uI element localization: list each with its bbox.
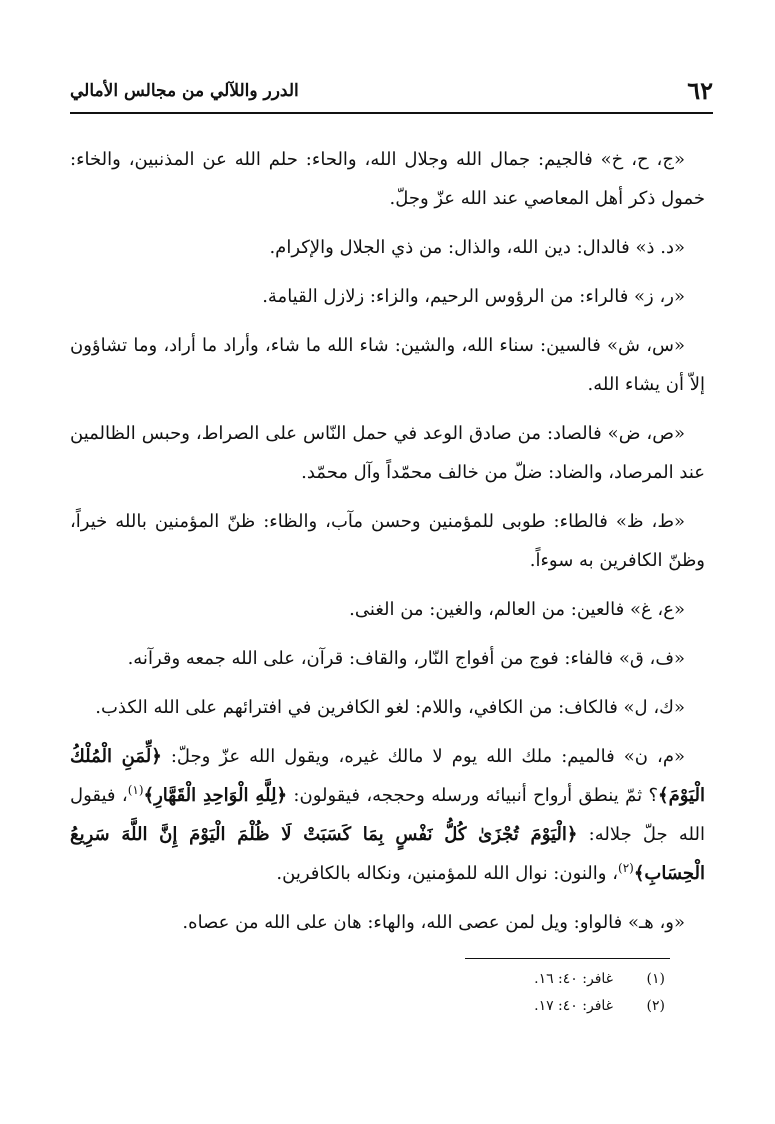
running-title: الدرر واللآلي من مجالس الأمالي xyxy=(70,81,299,101)
body-text xyxy=(70,140,705,952)
paragraph-ra: «ر، ز» فالراء: من الرؤوس الرحيم، والزاء: زلازل القيامة. xyxy=(262,286,685,307)
footnote-text: غافر: ٤٠: ١٧. xyxy=(534,998,613,1014)
paragraph-jim: «ج، ح، خ» فالجيم: جمال الله وجلال الله، والحاء: حلم الله عن المذنبين، والخاء: خمول ذكر أهل المعاصي عند الله عزّ وجلّ. xyxy=(70,149,705,209)
footnote-number: (١) xyxy=(646,971,665,987)
quran-verse-1: ﴿لِّمَنِ الْمُلْكُ الْيَوْمَ﴾ xyxy=(70,746,705,806)
paragraph-fa: «ف، ق» فالفاء: فوج من أفواج النّار، والقاف: قرآن، على الله جمعه وقرآنه. xyxy=(127,648,685,669)
quran-verse-2: ﴿لِلَّهِ الْوَاحِدِ الْقَهَّارِ﴾ xyxy=(143,785,288,806)
footnotes xyxy=(100,966,665,1020)
paragraph-waw: «و، هـ» فالواو: ويل لمن عصى الله، والهاء: هان على الله من عصاه. xyxy=(182,912,685,933)
mim-mid-1: ؟ ثمّ ينطق أرواح أنبيائه ورسله وحججه، فيقولون: xyxy=(293,785,659,806)
header-rule xyxy=(70,112,713,114)
paragraph-sin: «س، ش» فالسين: سناء الله، والشين: شاء الله ما شاء، وأراد ما أراد، وما تشاؤون إلاّ أن يشاء الله. xyxy=(70,335,705,395)
footnote-ref-1[interactable]: (١) xyxy=(127,783,144,797)
paragraph-kaf: «ك، ل» فالكاف: من الكافي، واللام: لغو الكافرين في افترائهم على الله الكذب. xyxy=(95,697,685,718)
paragraph-ta: «ط، ظ» فالطاء: طوبى للمؤمنين وحسن مآب، والظاء: ظنّ المؤمنين بالله خيراً، وظنّ الكافرين به سوءاً. xyxy=(70,511,705,571)
footnote-rule xyxy=(465,958,670,959)
mim-mid-2: ، فيقول الله جلّ جلاله: xyxy=(70,785,705,845)
footnote xyxy=(100,966,665,993)
paragraph-dal: «د. ذ» فالدال: دين الله، والذال: من ذي الجلال والإكرام. xyxy=(269,237,685,258)
quran-verse-3: ﴿الْيَوْمَ تُجْزَىٰ كُلُّ نَفْسٍ بِمَا كَسَبَتْ لَا ظُلْمَ الْيَوْمَ إِنَّ اللَّهَ سَرِيعُ الْحِسَابِ﴾ xyxy=(70,824,705,884)
page-header xyxy=(70,70,713,106)
footnote-text: غافر: ٤٠: ١٦. xyxy=(534,971,613,987)
paragraph-mim xyxy=(70,737,705,893)
footnote-number: (٢) xyxy=(646,998,665,1014)
mim-intro: «م، ن» فالميم: ملك الله يوم لا مالك غيره، ويقول الله عزّ وجلّ: xyxy=(170,746,685,767)
paragraph-sad: «ص، ض» فالصاد: من صادق الوعد في حمل النّاس على الصراط، وحبس الظالمين عند المرصاد، والضاد: ضلّ من خالف محمّداً وآل محمّد. xyxy=(70,423,705,483)
paragraph-ain: «ع، غ» فالعين: من العالم، والغين: من الغنى. xyxy=(349,599,685,620)
footnote xyxy=(100,993,665,1020)
footnote-ref-2[interactable]: (٢) xyxy=(618,861,634,875)
mim-end: ، والنون: نوال الله للمؤمنين، ونكاله بالكافرين. xyxy=(276,863,619,884)
page-number: ٦٢ xyxy=(687,76,713,105)
